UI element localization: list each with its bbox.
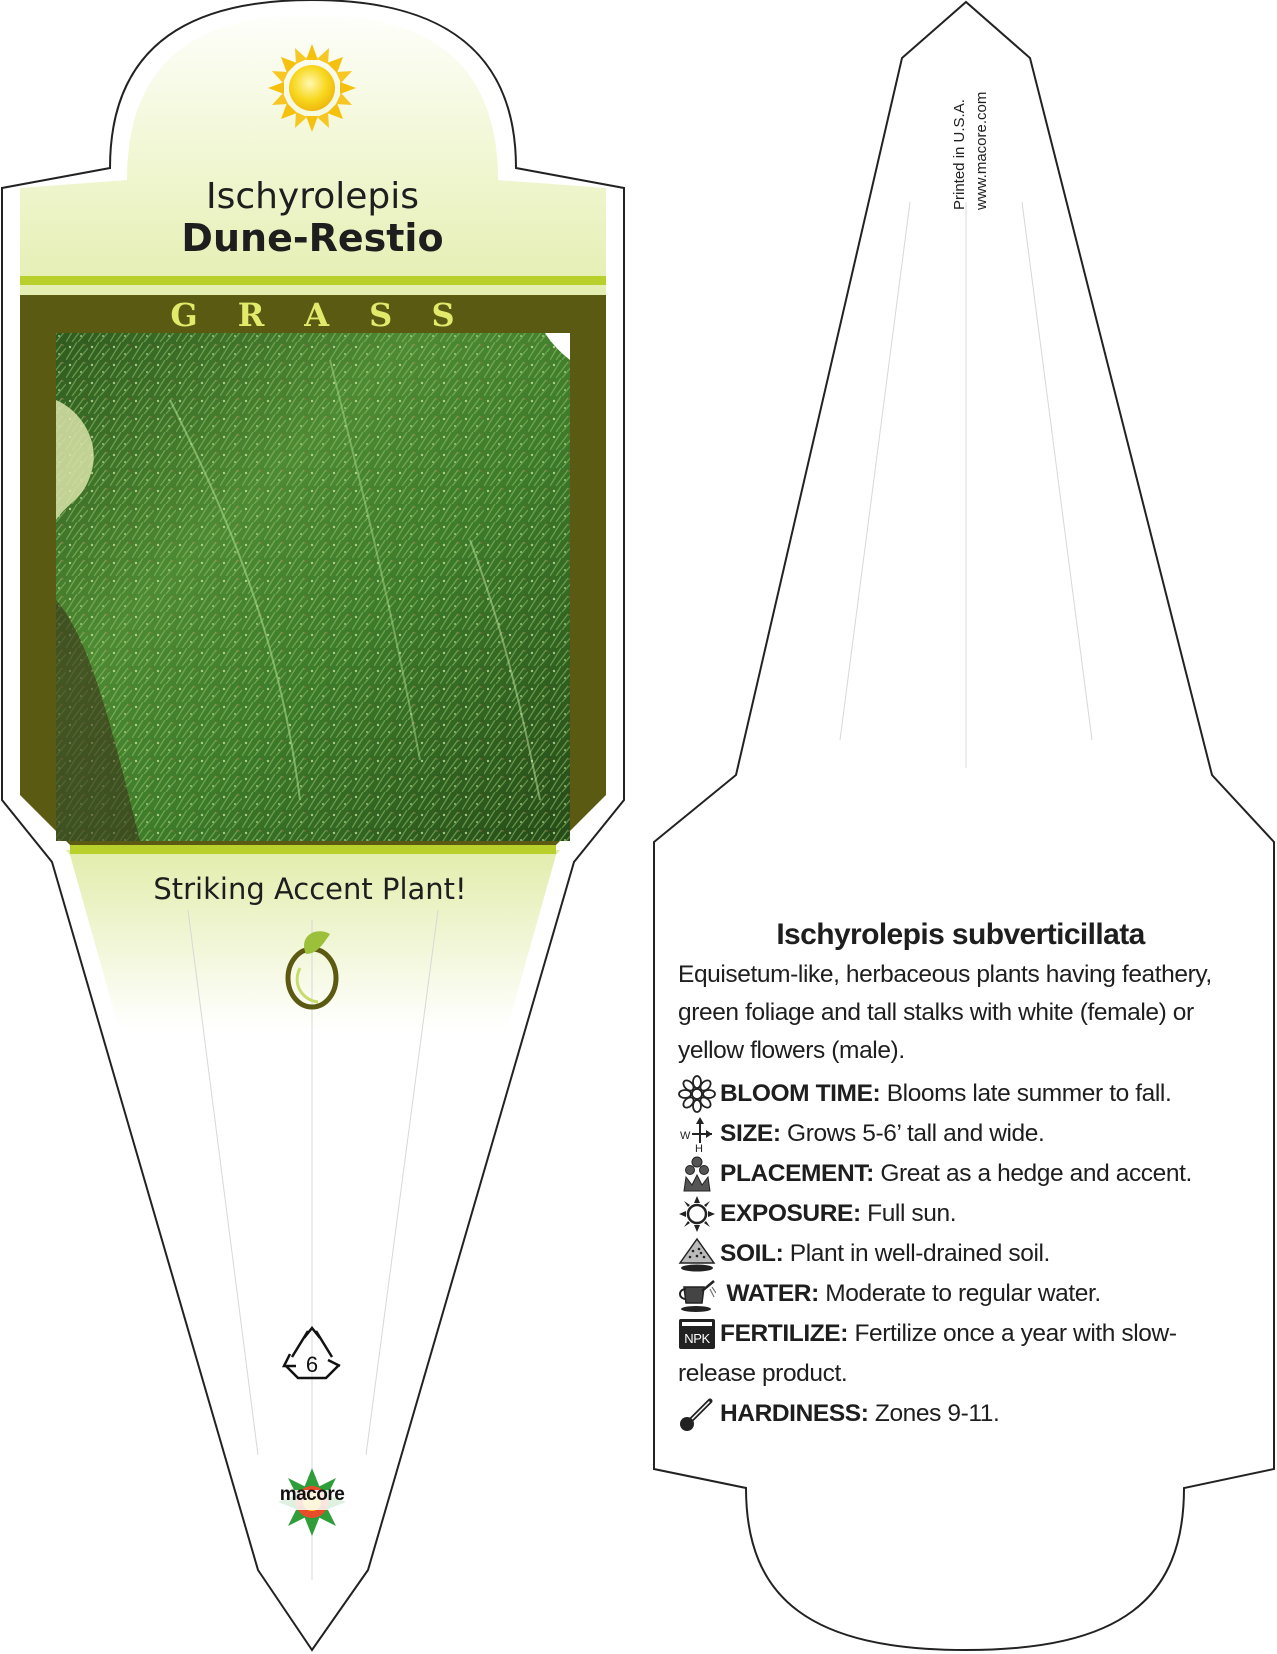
care-value: Fertilize once a year with slow-release product.: [678, 1320, 1177, 1387]
care-value: Full sun.: [867, 1200, 957, 1227]
printed-in-label: Printed in U.S.A.: [951, 99, 968, 210]
full-sun-icon: [268, 44, 356, 132]
care-label: SIZE:: [720, 1120, 781, 1147]
npk-icon: [678, 1314, 720, 1354]
care-label: PLACEMENT:: [720, 1160, 874, 1187]
svg-text:H: H: [695, 1143, 703, 1153]
care-label: FERTILIZE:: [720, 1320, 849, 1347]
watering-can-icon: [678, 1274, 720, 1314]
care-row-exposure: [678, 1194, 1243, 1234]
care-row-hardiness: [678, 1394, 1243, 1434]
flower-icon: [678, 1074, 720, 1114]
lime-band-top: [20, 276, 606, 285]
recycle-code: 6: [305, 1352, 319, 1377]
lime-band-bottom: [70, 845, 556, 854]
care-label: BLOOM TIME:: [720, 1080, 881, 1107]
thermometer-icon: [678, 1394, 720, 1434]
care-value: Great as a hedge and accent.: [880, 1160, 1192, 1187]
care-label: HARDINESS:: [720, 1400, 869, 1427]
plant-description: Equisetum-like, herbaceous plants having feathery, green foliage and tall stalks with white (female) or yellow flowers (male).: [678, 961, 1212, 1064]
care-info: [678, 918, 1243, 1434]
care-label: WATER:: [726, 1280, 819, 1307]
tagline: Striking Accent Plant!: [153, 872, 467, 906]
brand-name: macore: [279, 1484, 345, 1505]
plant-category: GRASS: [170, 296, 495, 334]
svg-text:NPK: NPK: [684, 1331, 710, 1346]
care-value: Grows 5-6’ tall and wide.: [787, 1120, 1045, 1147]
botanical-name: Ischyrolepis subverticillata: [776, 918, 1145, 951]
soil-icon: [678, 1234, 720, 1274]
sun-exposure-icon: [678, 1194, 720, 1234]
care-row-water: [678, 1274, 1243, 1314]
plant-common-name: Dune-Restio: [181, 216, 444, 260]
print-credit: [935, 60, 995, 220]
care-value: Plant in well-drained soil.: [789, 1240, 1050, 1267]
care-label: SOIL:: [720, 1240, 784, 1267]
care-value: Moderate to regular water.: [825, 1280, 1101, 1307]
care-row-soil: [678, 1234, 1243, 1274]
size-icon: [678, 1114, 720, 1154]
care-value: Zones 9-11.: [874, 1400, 1000, 1427]
care-row-placement: [678, 1154, 1243, 1194]
plant-photo: [56, 333, 570, 841]
care-label: EXPOSURE:: [720, 1200, 861, 1227]
care-row-fertilize: [678, 1314, 1243, 1394]
care-row-bloom: [678, 1074, 1243, 1114]
care-row-size: [678, 1114, 1243, 1154]
svg-text:W: W: [680, 1130, 690, 1142]
plant-genus: Ischyrolepis: [205, 176, 420, 217]
care-value: Blooms late summer to fall.: [886, 1080, 1172, 1107]
website-label: www.macore.com: [973, 91, 990, 210]
placement-icon: [678, 1154, 720, 1194]
